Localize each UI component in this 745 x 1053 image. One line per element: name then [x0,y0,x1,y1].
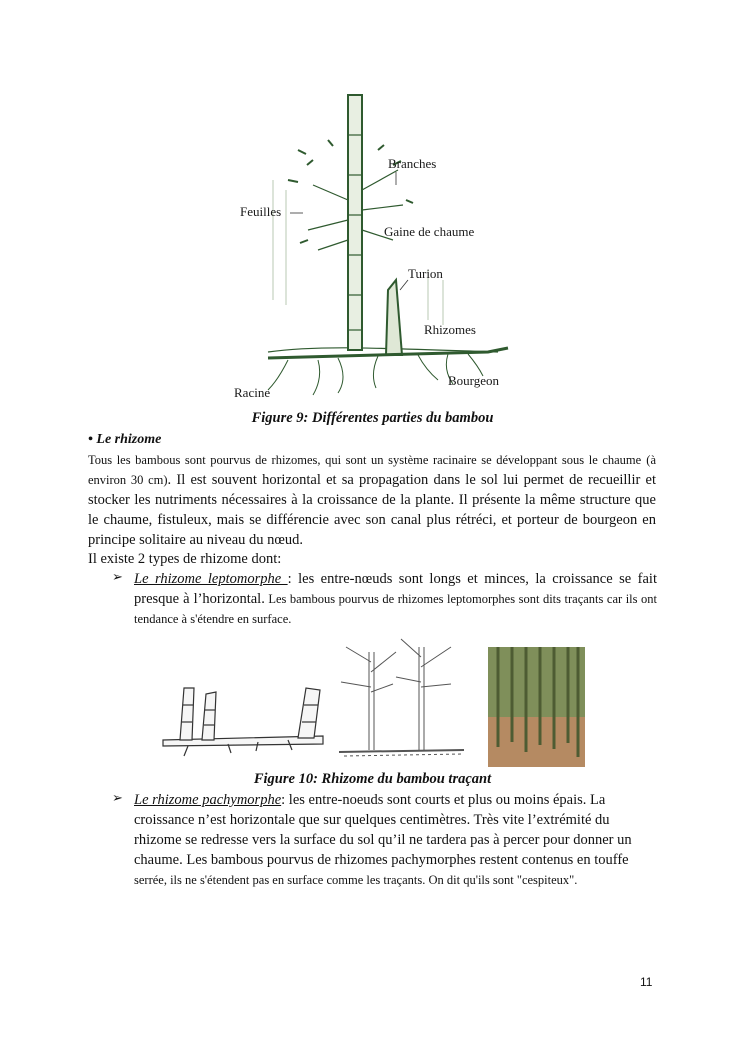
term-pachymorphe: Le rhizome pachymorphe [134,792,282,808]
bamboo-grove-drawing [334,632,469,762]
figure10-caption: Figure 10: Rhizome du bambou traçant [253,771,492,787]
intro-note: (à environ 30 cm) [88,453,657,487]
label-bourgeon: Bourgeon [448,373,500,388]
arrow-bullet-icon: ➢ [112,569,123,584]
label-feuilles: Feuilles [240,204,282,219]
item1-text: : les entre-nœuds sont longs et minces, la croissance se fait presque à l’horizontal. [134,571,657,607]
page-number: 11 [640,975,653,989]
term-leptomorphe: Le rhizome leptomorphe [134,571,288,587]
intro-small: Tous les bambous sont pourvus de rhizomes, qui sont un système racinaire se développant sous le chaume [88,453,642,467]
label-branches: Branches [388,156,437,171]
list-item-pachymorphe [112,790,637,890]
label-racine: Racine [234,385,271,400]
section-heading: • Le rhizome [88,432,162,447]
figure9-caption: Figure 9: Différentes parties du bambou [251,410,494,426]
list-item-leptomorphe [112,569,657,629]
label-turion: Turion [408,266,443,281]
leptomorphe-rhizome-drawing [158,680,328,758]
bamboo-parts-diagram [228,90,518,405]
bamboo-forest-photo [488,647,585,767]
label-rhizomes: Rhizomes [424,322,476,337]
bamboo-illustration [268,95,508,395]
label-gaine: Gaine de chaume [384,224,475,239]
item1-small: Les bambous pourvus de rhizomes leptomorphes sont dits traçants car ils ont tendance à s'étendre en surface. [134,592,657,626]
types-line: Il existe 2 types de rhizome dont: [88,551,282,567]
item2-text: : les entre-noeuds sont courts et plus ou moins épais. La croissance n’est horizontale que sur quelques centimètres. Très vite l’extrémité du rhizome se redresse vers la surface du sol qu’il ne tardera pas à percer pour donner un chaume. Les bambous pourvus de rhizomes pachymorphes restent contenus en touffe [134,792,632,868]
arrow-bullet-icon: ➢ [112,790,123,805]
intro-rest: . Il est souvent horizontal et sa propagation dans le sol lui permet de recueillir et stocker les nutriments nécessaires à la croissance de la plante. Il présente la même structure que le chaume, fistuleux, mais se différencie avec son canal plus rétréci, et porteur de bourgeon en principe solitaire au niveau du nœud. [88,472,656,548]
item2-small: serrée, ils ne s'étendent pas en surface comme les traçants. On dit qu'ils sont "cespiteux". [134,873,578,887]
intro-paragraph [88,450,656,550]
